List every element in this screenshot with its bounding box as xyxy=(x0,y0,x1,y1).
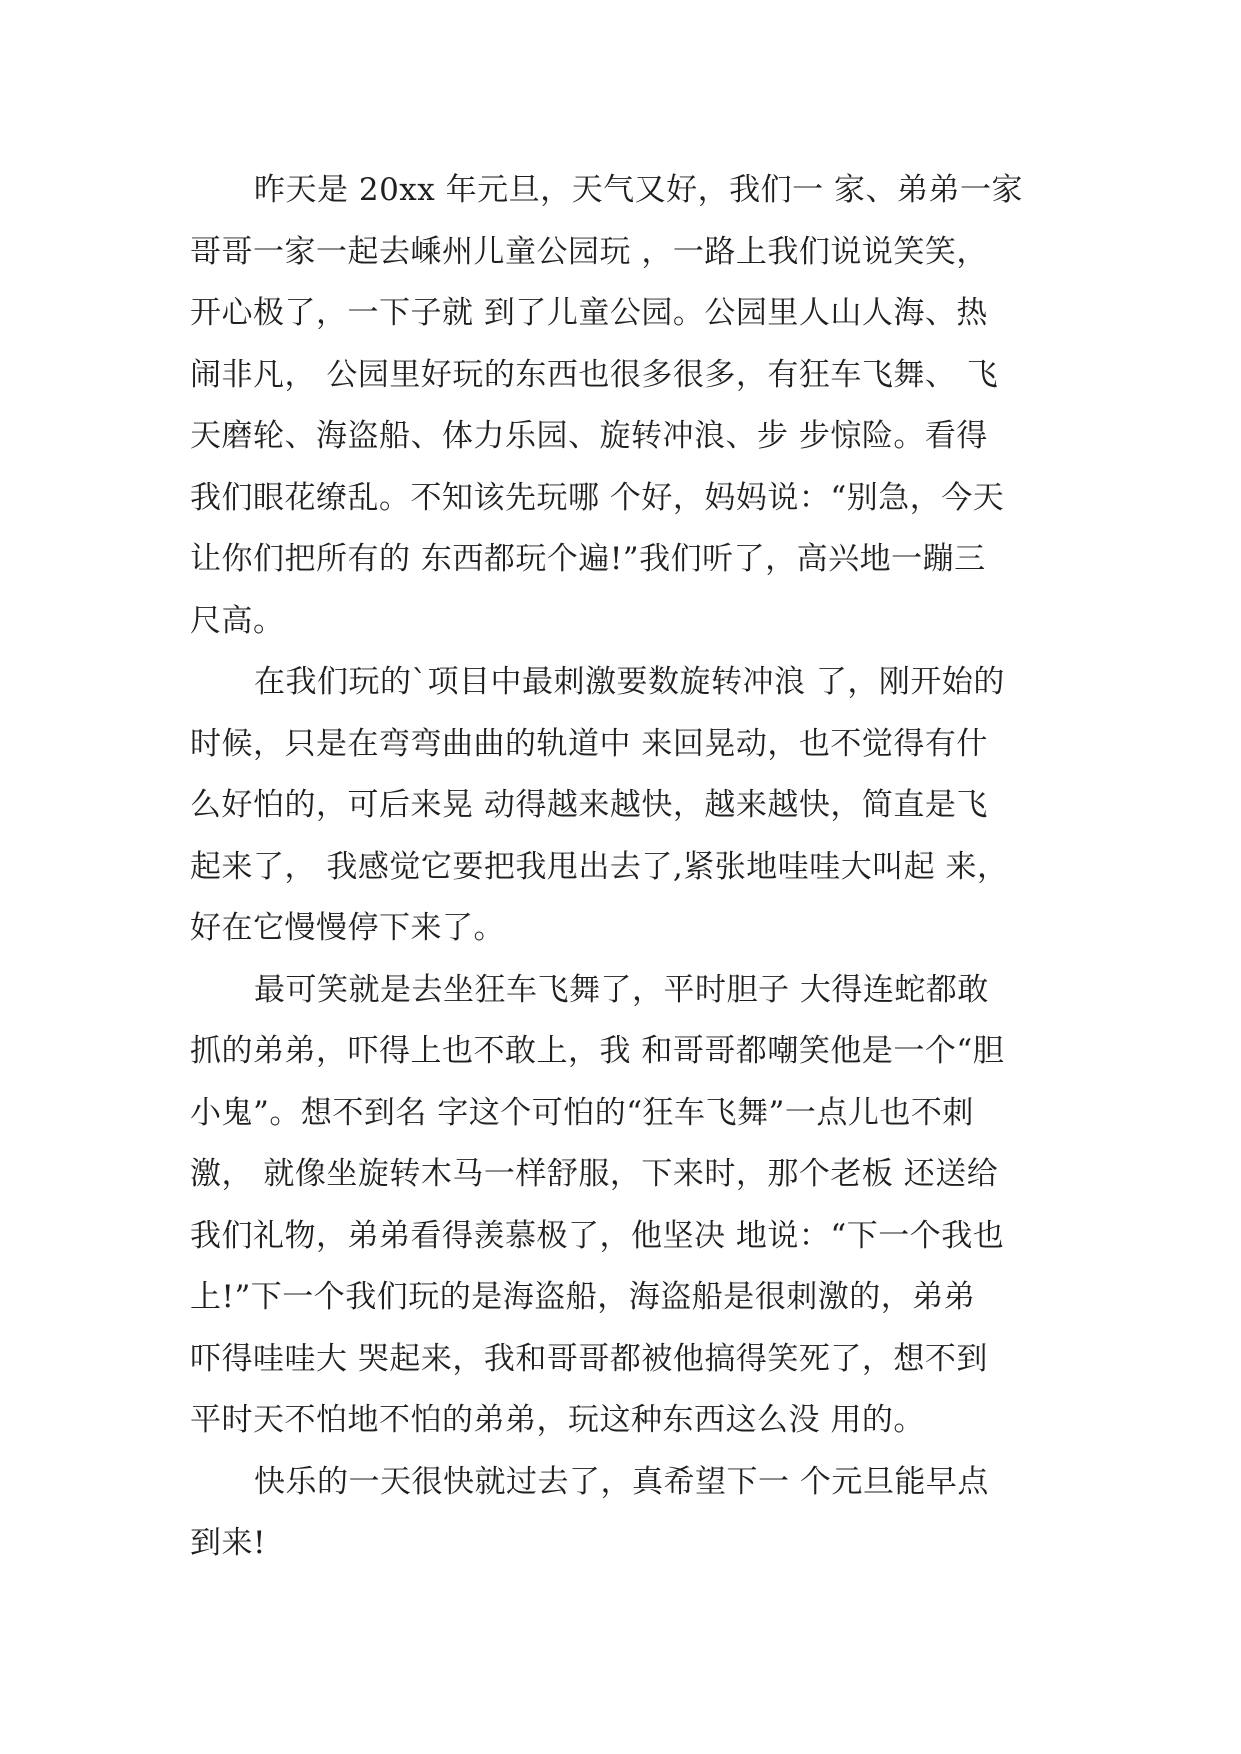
paragraph-line: 最可笑就是去坐狂车飞舞了，平时胆子 大得连蛇都敢 xyxy=(254,971,989,1008)
paragraph-line: 开心极了，一下子就 到了儿童公园。公园里人山人海、热 xyxy=(190,295,988,331)
paragraph-line: 小鬼”。想不到名 字这个可怕的“狂车飞舞”一点儿也不刺 xyxy=(190,1094,974,1131)
paragraph-2 xyxy=(190,652,1070,960)
paragraph-line: 让你们把所有的 东西都玩个遍!”我们听了，高兴地一蹦三 xyxy=(190,541,986,577)
paragraph-line: 么好怕的，可后来晃 动得越来越快，越来越快，简直是飞 xyxy=(190,787,988,823)
paragraph-line: 好在它慢慢停下来了。 xyxy=(190,910,505,946)
paragraph-line: 激， 就像坐旋转木马一样舒服，下来时，那个老板 还送给 xyxy=(190,1156,999,1192)
paragraph-line: 快乐的一天很快就过去了，真希望下一 个元旦能早点 xyxy=(254,1463,989,1500)
paragraph-line: 平时天不怕地不怕的弟弟，玩这种东西这么没 用的。 xyxy=(190,1402,925,1438)
paragraph-line: 在我们玩的`项目中最刺激要数旋转冲浪 了，刚开始的 xyxy=(254,664,1005,700)
paragraph-line: 上!”下一个我们玩的是海盗船，海盗船是很刺激的，弟弟 xyxy=(190,1279,976,1315)
paragraph-1 xyxy=(190,160,1070,652)
paragraph-line: 到来! xyxy=(190,1525,266,1561)
paragraph-4 xyxy=(190,1452,1070,1575)
paragraph-line: 吓得哇哇大 哭起来，我和哥哥都被他搞得笑死了，想不到 xyxy=(190,1340,988,1377)
paragraph-3 xyxy=(190,960,1070,1452)
paragraph-line: 哥哥一家一起去嵊州儿童公园玩 ，一路上我们说说笑笑， xyxy=(190,233,988,270)
paragraph-line: 昨天是 20xx 年元旦，天气又好，我们一 家、弟弟一家 xyxy=(254,172,1023,208)
paragraph-line: 时候，只是在弯弯曲曲的轨道中 来回晃动，也不觉得有什 xyxy=(190,725,988,762)
paragraph-line: 天磨轮、海盗船、体力乐园、旋转冲浪、步 步惊险。看得 xyxy=(190,418,988,454)
paragraph-line: 尺高。 xyxy=(190,602,285,639)
paragraph-line: 闹非凡， 公园里好玩的东西也很多很多，有狂车飞舞、 飞 xyxy=(190,356,999,393)
paragraph-line: 起来了， 我感觉它要把我甩出去了,紧张地哇哇大叫起 来， xyxy=(190,848,1009,885)
paragraph-line: 抓的弟弟，吓得上也不敢上，我 和哥哥都嘲笑他是一个“胆 xyxy=(190,1033,1005,1069)
document-body xyxy=(190,160,1070,1575)
paragraph-line: 我们眼花缭乱。不知该先玩哪 个好，妈妈说：“别急，今天 xyxy=(190,479,1005,516)
paragraph-line: 我们礼物，弟弟看得羡慕极了，他坚决 地说：“下一个我也 xyxy=(190,1217,1005,1254)
